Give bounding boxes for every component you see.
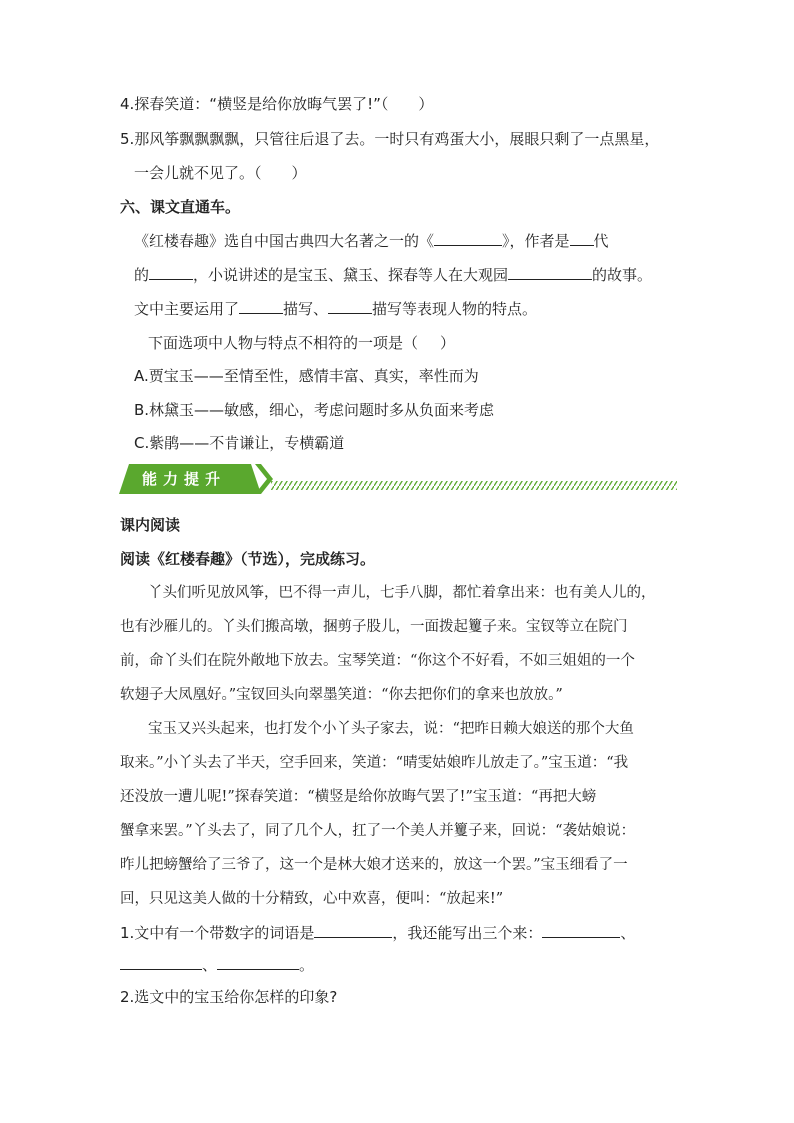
mc-question-close: ）	[440, 334, 456, 352]
reading-label: 课内阅读	[120, 516, 181, 534]
blank-extra-word-1[interactable]	[542, 923, 620, 938]
passage-line: 蟹拿来罢。”丫头去了，同了几个人，扛了一个美人并籰子来，回说：“袭姑娘说：	[120, 823, 636, 839]
exercise-1-d: 、	[202, 956, 218, 974]
question-4	[120, 94, 433, 114]
mc-option-a[interactable]: A.贾宝玉——至情至性，感情丰富、真实，率性而为	[134, 367, 479, 385]
mc-question	[148, 333, 455, 353]
mc-option-b[interactable]: B.林黛玉——敏感，细心，考虑问题时多从负面来考虑	[134, 401, 495, 419]
blank-event[interactable]	[508, 265, 592, 280]
reading-instruction: 阅读《红楼春趣》（节选），完成练习。	[120, 550, 376, 568]
para-line-1-a: 《红楼春趣》选自中国古典四大名著之一的《	[134, 232, 435, 250]
question-5-line-2	[134, 163, 307, 183]
para-line-2-c: 的故事。	[592, 266, 653, 284]
exercise-1-c: 、	[620, 924, 636, 942]
para-line-2-b: ，小说讲述的是宝玉、黛玉、探春等人在大观园	[193, 266, 509, 284]
passage-line: 也有沙雁儿的。丫头们搬高墩，捆剪子股儿，一面拨起籰子来。宝钗等立在院门	[120, 619, 628, 635]
para-line-1-c: 代	[593, 232, 609, 250]
para-line-3	[134, 299, 537, 319]
blank-description-2[interactable]	[328, 299, 372, 314]
banner-title: 能力提升	[141, 470, 226, 488]
mc-option-c[interactable]: C.紫鹃——不肯谦让，专横霸道	[134, 434, 345, 452]
blank-author[interactable]	[149, 265, 193, 280]
blank-description-1[interactable]	[239, 299, 283, 314]
banner-hatch-stripe	[271, 481, 677, 490]
para-line-3-b: 描写、	[283, 300, 329, 318]
blank-number-word[interactable]	[314, 923, 392, 938]
exercise-1-line-1	[120, 923, 635, 943]
blank-masterpiece[interactable]	[434, 231, 502, 246]
question-5-line-1: 5.那风筝飘飘飘飘，只管往后退了去。一时只有鸡蛋大小，展眼只剩了一点黑星，	[120, 130, 660, 148]
passage-line: 宝玉又兴头起来，也打发个小丫头子家去，说：“把昨日赖大娘送的那个大鱼	[148, 721, 634, 737]
passage-line: 回，只见这美人做的十分精致，心中欢喜，便叫：“放起来!”	[120, 891, 504, 907]
exercise-1-e: 。	[299, 956, 315, 974]
para-line-2	[134, 265, 652, 285]
question-5-line-2-text: 一会儿就不见了。（	[134, 164, 262, 182]
mc-question-text: 下面选项中人物与特点不相符的一项是（	[148, 334, 419, 352]
passage-line: 取来。”小丫头去了半天，空手回来，笑道：“晴雯姑娘昨儿放走了。”宝玉道：“我	[120, 755, 629, 771]
para-line-1-b: 》，作者是	[502, 232, 570, 250]
passage-line: 昨儿把螃蟹给了三爷了，这一个是林大娘才送来的，放这一个罢。”宝玉细看了一	[120, 857, 628, 873]
passage-line: 还没放一遭儿呢!”探春笑道：“横竖是给你放晦气罢了!”宝玉道：“再把大螃	[120, 789, 597, 805]
para-line-2-a: 的	[134, 266, 150, 284]
blank-dynasty[interactable]	[570, 231, 594, 246]
exercise-1-b: ，我还能写出三个来：	[392, 924, 543, 942]
exercise-1-a: 1.文中有一个带数字的词语是	[120, 924, 315, 942]
passage-line: 软翅子大凤凰好。”宝钗回头向翠墨笑道：“你去把你们的拿来也放放。”	[120, 687, 563, 703]
para-line-1	[134, 231, 609, 251]
passage-line: 丫头们听见放风筝，巴不得一声儿，七手八脚，都忙着拿出来：也有美人儿的，	[148, 585, 656, 601]
section-6-title: 六、课文直通车。	[120, 198, 241, 216]
para-line-3-c: 描写等表现人物的特点。	[372, 300, 538, 318]
question-5-close: ）	[291, 164, 307, 182]
blank-extra-word-2[interactable]	[120, 955, 202, 970]
para-line-3-a: 文中主要运用了	[134, 300, 240, 318]
exercise-2: 2.选文中的宝玉给你怎样的印象?	[120, 988, 338, 1006]
passage-line: 前，命丫头们在院外敞地下放去。宝琴笑道：“你这个不好看，不如三姐姐的一个	[120, 653, 635, 669]
question-4-text: 4.探春笑道：“横竖是给你放晦气罢了!”（	[120, 95, 389, 113]
question-4-close: ）	[418, 95, 434, 113]
blank-extra-word-3[interactable]	[217, 955, 299, 970]
section-banner	[119, 462, 679, 496]
exercise-1-line-2	[120, 955, 314, 975]
